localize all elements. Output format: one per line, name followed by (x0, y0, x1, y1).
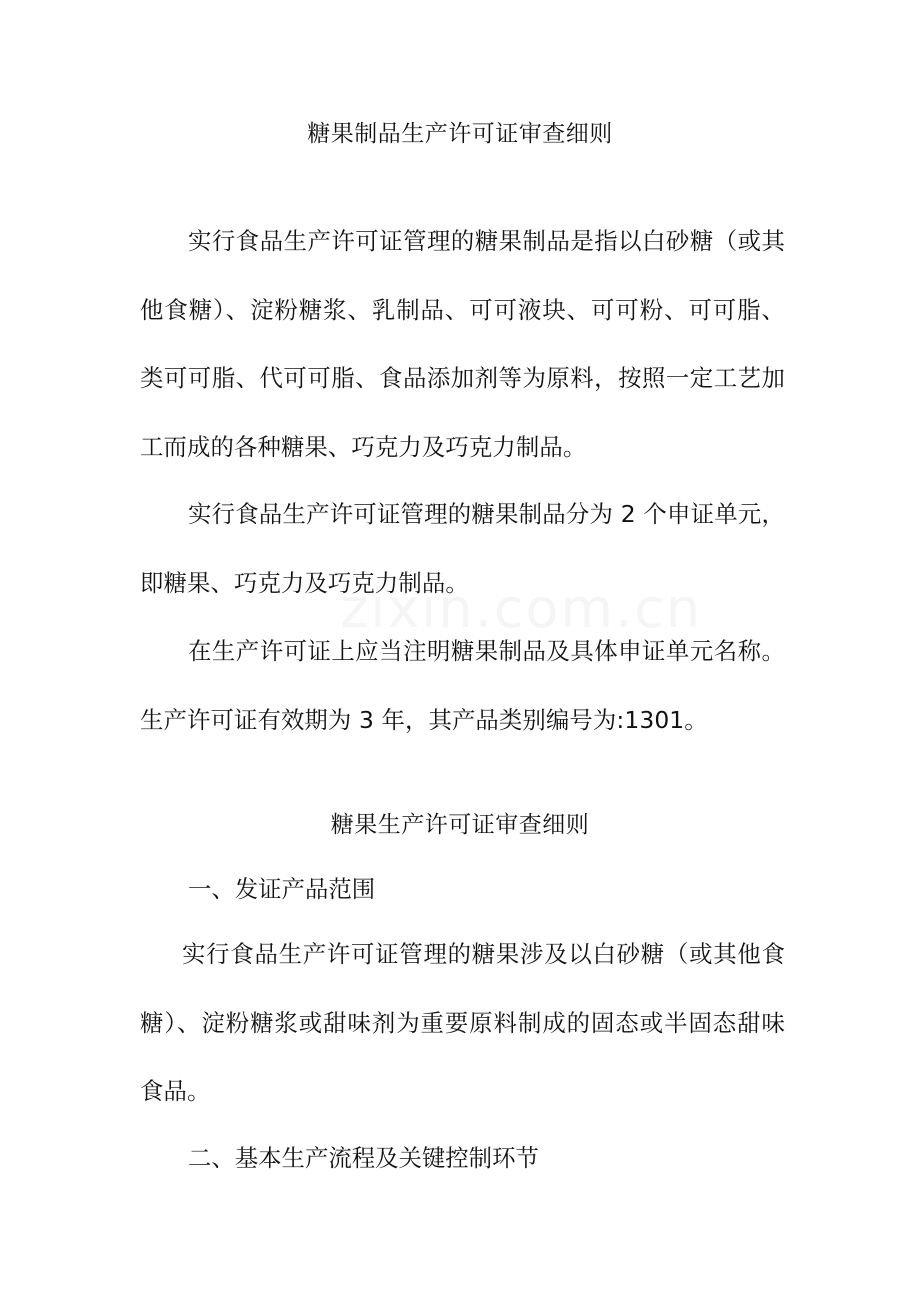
paragraph-scope-definition: 实行食品生产许可证管理的糖果制品是指以白砂糖（或其他食糖）、淀粉糖浆、乳制品、可可液块、可可粉、可可脂、类可可脂、代可可脂、食品添加剂等为原料，按照一定工艺加工而成的各种糖果、巧克力及巧克力制品。 (140, 227, 785, 461)
paragraph-certification-units: 实行食品生产许可证管理的糖果制品分为 2 个申证单元，即糖果、巧克力及巧克力制品。 (140, 500, 785, 597)
document-title: 糖果制品生产许可证审查细则 (307, 121, 613, 147)
section-title: 糖果生产许可证审查细则 (330, 812, 590, 838)
watermark: zixin.com.cn (340, 577, 703, 640)
paragraph-license-validity: 在生产许可证上应当注明糖果制品及具体申证单元名称。生产许可证有效期为 3 年，其产品类别编号为:1301。 (140, 637, 785, 734)
paragraph-product-scope: 实行食品生产许可证管理的糖果涉及以白砂糖（或其他食糖）、淀粉糖浆或甜味剂为重要原料制成的固态或半固态甜味食品。 (140, 940, 785, 1105)
section-heading-product-scope: 一、发证产品范围 (188, 875, 376, 903)
section-heading-production-process: 二、基本生产流程及关键控制环节 (188, 1144, 539, 1172)
